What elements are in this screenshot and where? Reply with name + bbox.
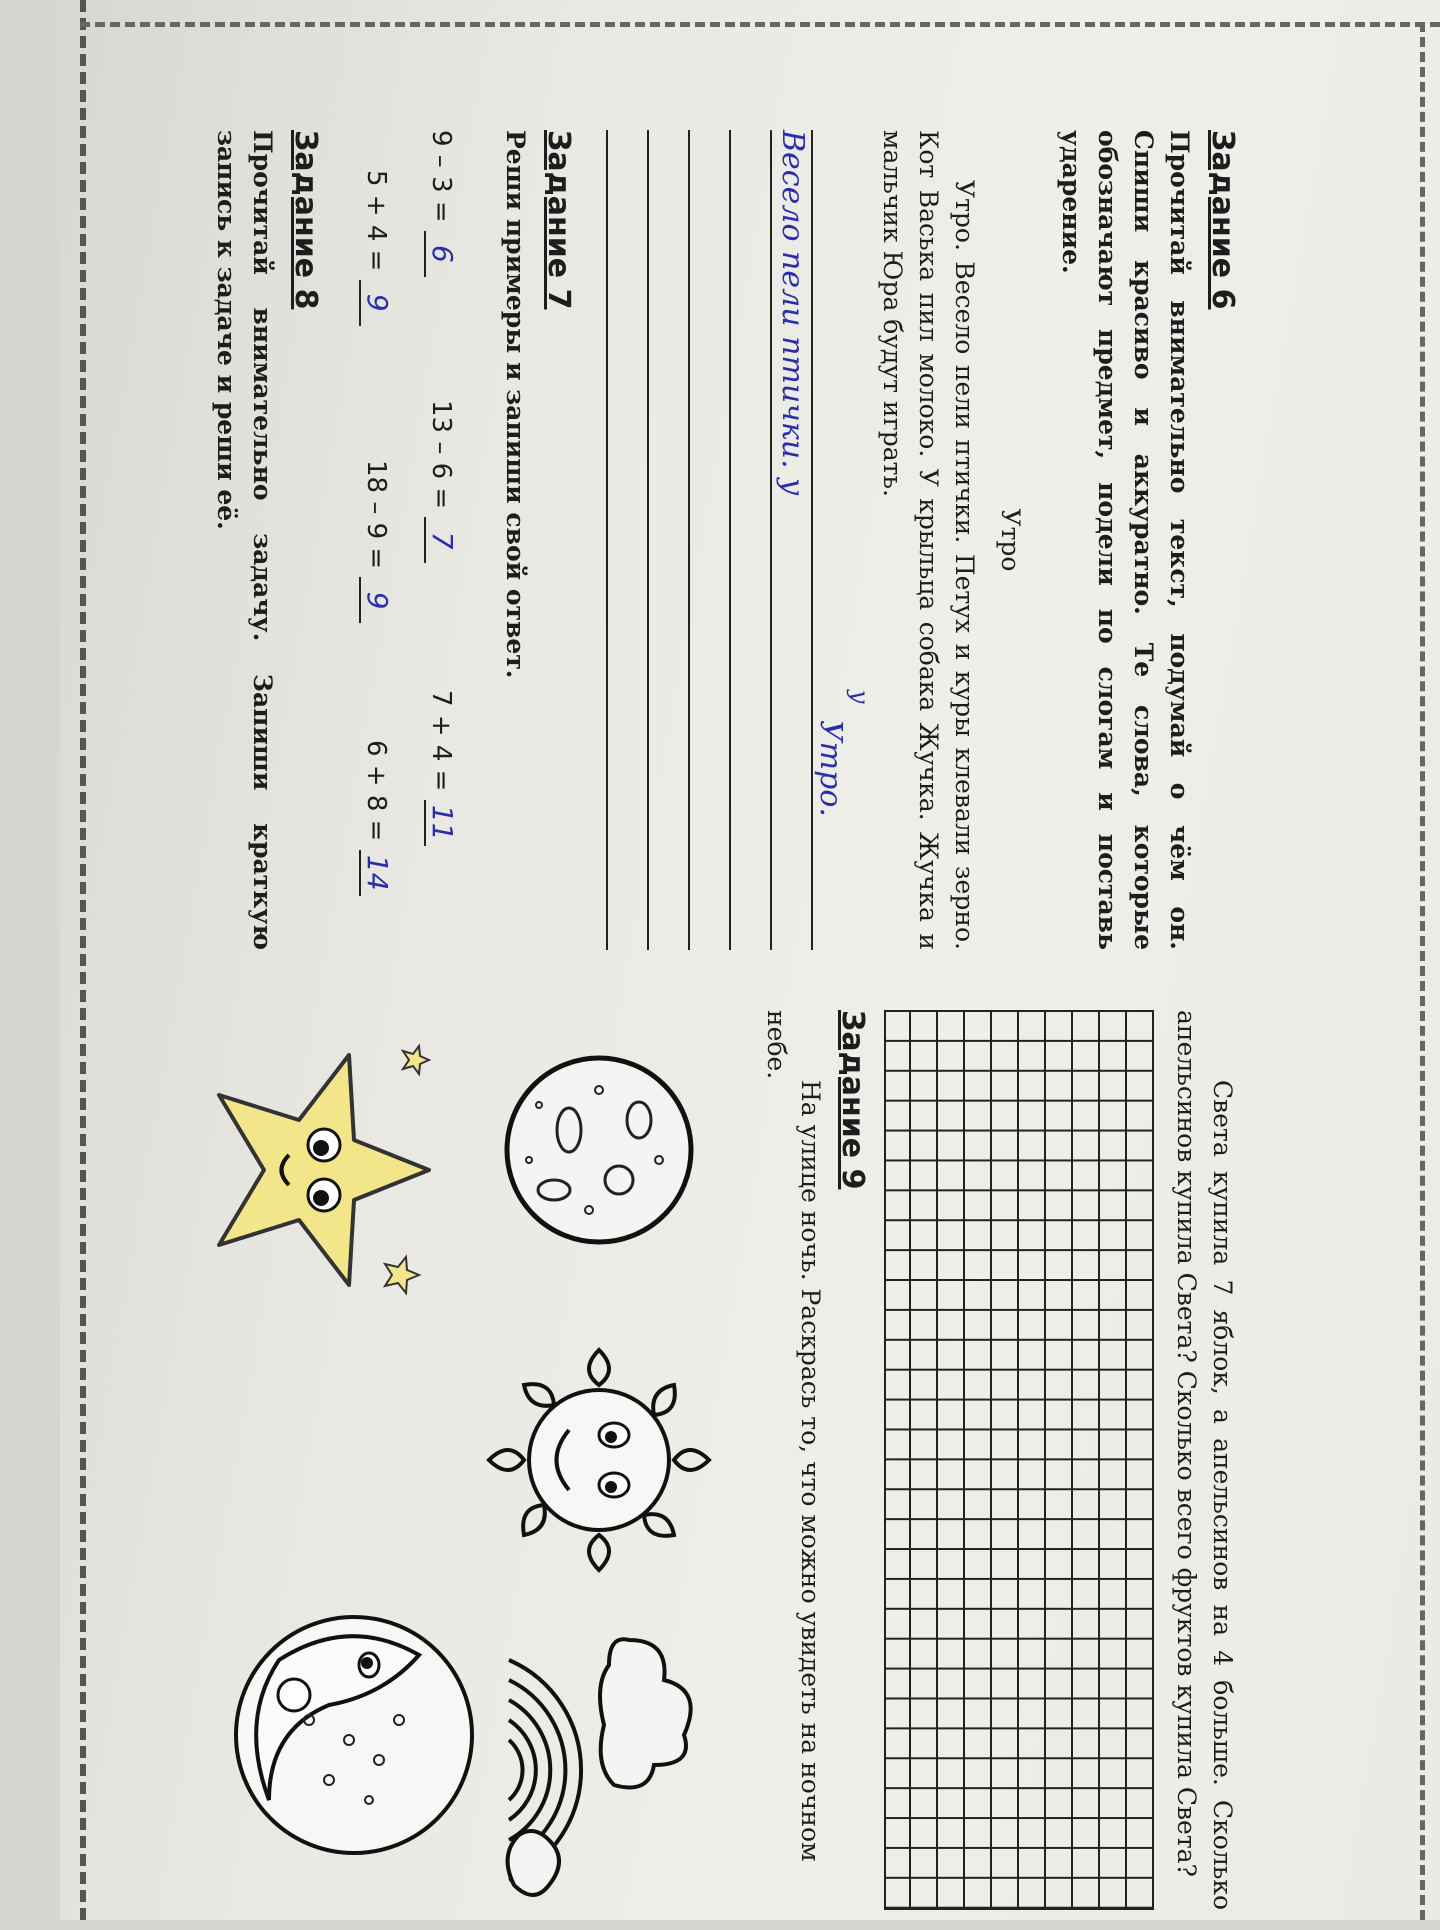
example-1: 9 – 3 = 6 — [424, 130, 459, 277]
left-column — [160, 130, 1240, 950]
example-4: 5 + 4 = 9 — [359, 170, 394, 326]
example-2: 13 – 6 = 7 — [424, 400, 459, 563]
passage-text: Утро. Весело пели птички. Петух и куры клевали зерно. Кот Васька пил молоко. У крыльца собака Жучка. Жучка и мальчик Юра будут играть. — [878, 130, 979, 950]
example-5: 18 – 9 = 9 — [359, 460, 394, 623]
task6-section — [606, 130, 1240, 950]
handwriting-line-1: Утро. — [813, 720, 848, 817]
right-column — [160, 1010, 1240, 1910]
worksheet-page — [160, 130, 1240, 1930]
writing-line[interactable] — [606, 130, 647, 950]
rainbow-cloud-icon[interactable] — [489, 1630, 749, 1910]
cut-line-top — [80, 22, 1440, 27]
answer-6[interactable]: 14 — [359, 850, 394, 896]
task7-instruction: Реши примеры и запиши свой ответ. — [501, 130, 530, 679]
pictures-area — [229, 1010, 749, 1910]
example-6: 6 + 8 = 14 — [359, 740, 394, 896]
task8-section — [208, 130, 323, 950]
sun-icon[interactable] — [469, 1330, 729, 1590]
answer-4[interactable]: 9 — [359, 280, 394, 326]
star-icon[interactable] — [209, 1040, 439, 1300]
crescent-moon-icon[interactable] — [229, 1570, 479, 1900]
writing-line[interactable] — [647, 130, 688, 950]
writing-line[interactable] — [811, 130, 852, 950]
handwriting-line-2: Весело пели птички. у — [775, 130, 810, 496]
task6-title: Задание 6 — [1205, 130, 1240, 310]
answer-2[interactable]: 7 — [424, 517, 459, 563]
answer-3[interactable]: 11 — [424, 800, 459, 846]
task6-instruction: Прочитай внимательно текст, подумай о чём он. Спиши красиво и аккуратно. Те слова, которые обозначают предмет, подели по слогам и поставь ударение. — [1057, 130, 1194, 950]
passage-title: Утро — [996, 508, 1025, 572]
cut-line-left — [80, 0, 86, 1920]
writing-line[interactable] — [729, 130, 770, 950]
handwriting-stress-mark: у — [846, 690, 874, 704]
answer-1[interactable]: 6 — [424, 231, 459, 277]
task8-instruction: Прочитай внимательно задачу. Запиши краткую запись к задаче и реши её. — [212, 130, 277, 950]
writing-lines[interactable] — [606, 130, 874, 950]
writing-line[interactable] — [770, 130, 811, 950]
task8-problem: Света купила 7 яблок, а апельсинов на 4 больше. Сколько апельсинов купила Света? Сколько всего фруктов купила Света? — [1172, 1010, 1237, 1910]
task7-title: Задание 7 — [541, 130, 576, 310]
task9-section — [229, 1010, 870, 1910]
moon-planet-icon[interactable] — [499, 1050, 699, 1250]
answer-grid[interactable] — [884, 1010, 1154, 1910]
writing-line[interactable] — [688, 130, 729, 950]
examples-block — [329, 130, 479, 950]
cut-line-right — [1420, 22, 1425, 1920]
task9-title: Задание 9 — [835, 1010, 870, 1190]
answer-5[interactable]: 9 — [359, 577, 394, 623]
task9-instruction: На улице ночь. Раскрась то, что можно увидеть на ночном небе. — [762, 1010, 825, 1862]
example-3: 7 + 4 = 11 — [424, 690, 459, 846]
task8-title: Задание 8 — [288, 130, 323, 310]
task7-section — [329, 130, 576, 950]
